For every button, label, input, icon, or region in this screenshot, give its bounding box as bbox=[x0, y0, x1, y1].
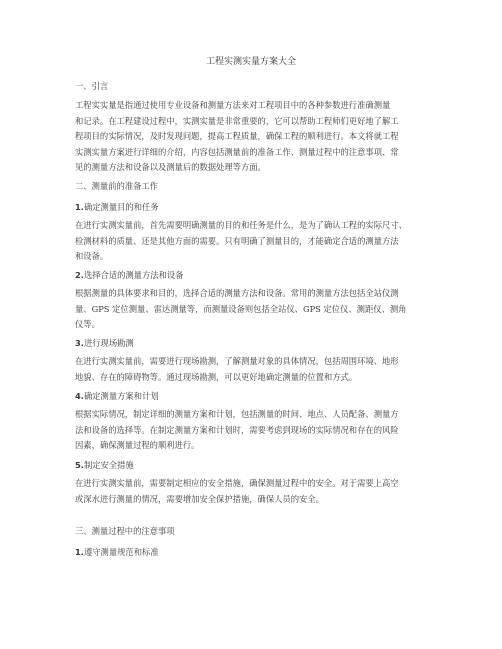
item-number: 5. bbox=[75, 460, 84, 470]
item-number: 1. bbox=[75, 202, 84, 212]
document-title: 工程实测实量方案大全 bbox=[205, 57, 296, 67]
section-heading-measurement: 三、测量过程中的注意事项 bbox=[75, 526, 175, 536]
text-line: 根据实际情况，制定详细的测量方案和计划，包括测量的时间、地点、人员配备、测量方 bbox=[75, 409, 399, 419]
text-line: 和设备。 bbox=[75, 251, 109, 262]
item-title: 确定测量方案和计划 bbox=[83, 391, 159, 401]
text-line: 见的测量方法和设备以及测量后的数据处理等方面。 bbox=[75, 162, 266, 173]
text-line: 程项目的实际情况，及时发现问题，提高工程质量，确保工程的顺利进行。本文将就工程 bbox=[75, 131, 399, 142]
text-line: 和记录。在工程建设过程中，实测实量是非常重要的，它可以帮助工程师们更好地了解工 bbox=[75, 115, 399, 126]
item-title: 遵守测量规范和标准 bbox=[83, 547, 159, 557]
text-line: 地貌、存在的障碍物等。通过现场勘测，可以更好地确定测量的位置和方式。 bbox=[75, 371, 358, 382]
item-paragraph-4 bbox=[75, 407, 435, 454]
text-line: 仪等。 bbox=[75, 319, 100, 330]
item-heading-1 bbox=[75, 201, 159, 213]
item-paragraph-3 bbox=[75, 354, 435, 385]
item-heading-s3-1 bbox=[75, 546, 159, 558]
text-line: 工程实实量是指通过使用专业设备和测量方法来对工程项目中的各种参数进行准确测量 bbox=[75, 100, 391, 110]
text-line: 在进行实测实量前，需要制定相应的安全措施，确保测量过程中的安全。对于需要上高空 bbox=[75, 478, 399, 488]
text-line: 法和设备的选择等。在制定测量方案和计划时，需要考虑到现场的实际情况和存在的风险 bbox=[75, 424, 399, 435]
item-title: 确定测量目的和任务 bbox=[83, 202, 159, 212]
item-title: 制定安全措施 bbox=[83, 460, 134, 470]
intro-paragraph bbox=[75, 98, 435, 176]
section-heading-intro: 一、引言 bbox=[75, 81, 109, 91]
item-paragraph-2 bbox=[75, 286, 435, 333]
item-paragraph-1 bbox=[75, 218, 435, 265]
text-line: 检测材料的质量、还是其他方面的需要。只有明确了测量目的，才能确定合适的测量方法 bbox=[75, 235, 399, 246]
item-heading-2 bbox=[75, 269, 184, 281]
text-line: 在进行实测实量前，首先需要明确测量的目的和任务是什么，是为了确认工程的实际尺寸、 bbox=[75, 220, 407, 230]
item-number: 3. bbox=[75, 338, 84, 348]
text-line: 根据测量的具体要求和目的，选择合适的测量方法和设备。常用的测量方法包括全站仪测 bbox=[75, 288, 399, 298]
text-line: 在进行实测实量前，需要进行现场勘测，了解测量对象的具体情况，包括周围环境、地形 bbox=[75, 356, 399, 366]
text-line: 或深水进行测量的情况，需要增加安全保护措施，确保人员的安全。 bbox=[75, 493, 324, 504]
item-number: 2. bbox=[75, 270, 84, 280]
item-title: 进行现场勘测 bbox=[83, 338, 134, 348]
section-heading-preparation: 二、测量前的准备工作 bbox=[75, 181, 158, 191]
text-line: 实测实量方案进行详细的介绍，内容包括测量前的准备工作、测量过程中的注意事项、常 bbox=[75, 146, 399, 157]
text-line: 因素，确保测量过程的顺利进行。 bbox=[75, 440, 200, 451]
item-number: 4. bbox=[75, 391, 84, 401]
item-paragraph-5 bbox=[75, 476, 435, 507]
item-heading-4 bbox=[75, 390, 159, 402]
item-heading-3 bbox=[75, 337, 134, 349]
text-line: 量、GPS 定位测量、雷达测量等，而测量设备则包括全站仪、GPS 定位仪、测距仪、测角 bbox=[75, 303, 407, 314]
item-title: 选择合适的测量方法和设备 bbox=[83, 270, 184, 280]
item-number: 1. bbox=[75, 547, 84, 557]
item-heading-5 bbox=[75, 459, 134, 471]
